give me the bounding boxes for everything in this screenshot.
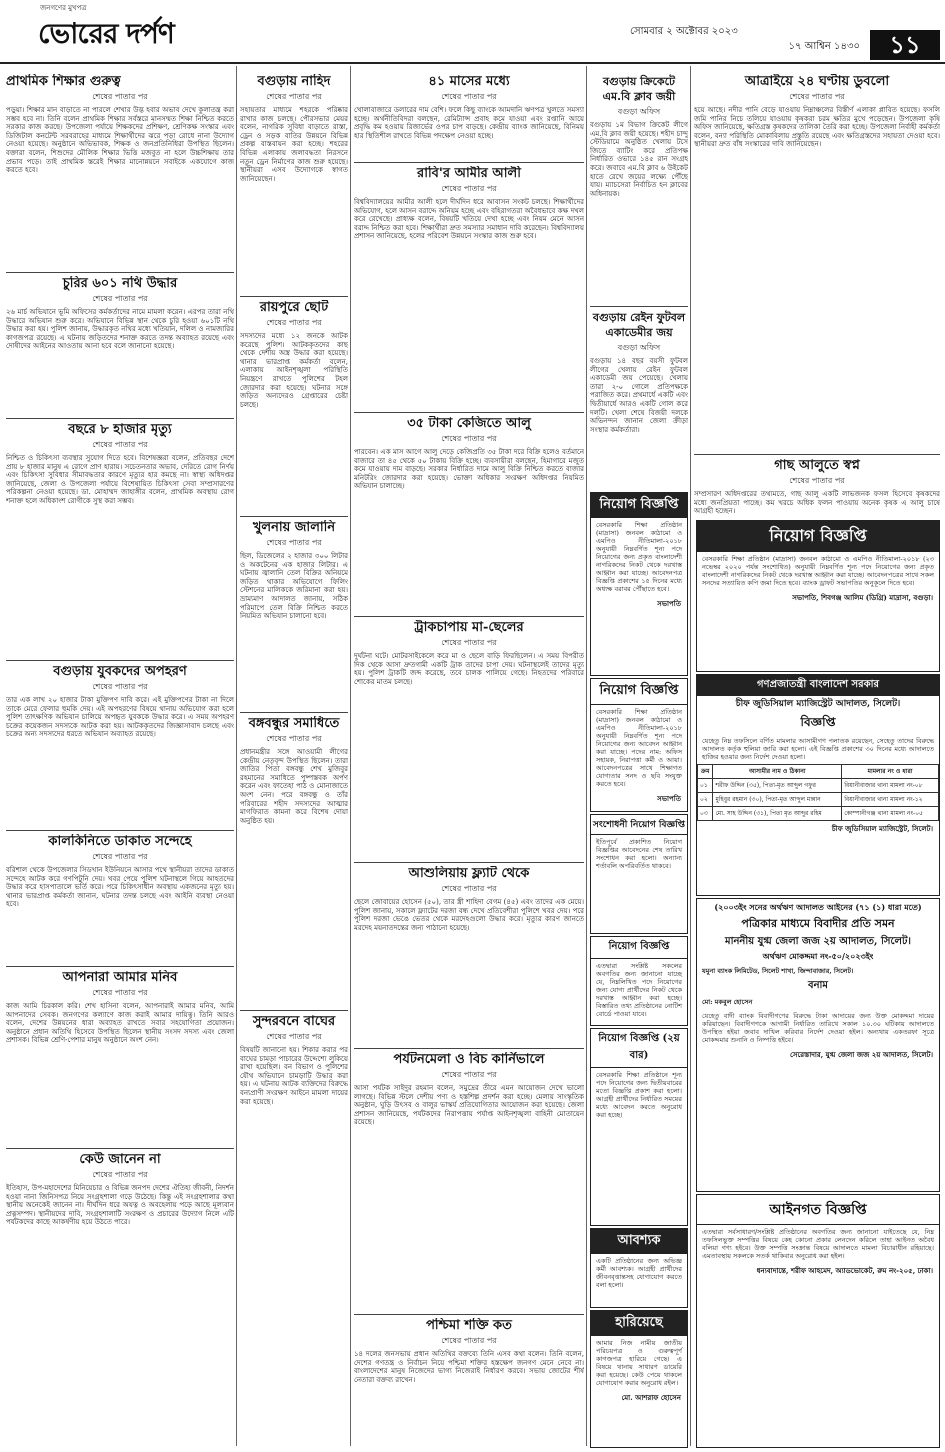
ad-body: যেহেতু নিম্ন তফসিলে বর্ণিত মামলার আসামীগণ পলাতক রয়েছেন, সেহেতু তাদের বিরুদ্ধে আদালত কর্তৃক হুলিয়া জারি করা হলো। এই বিজ্ঞপ্তি প্রকাশের ৩০ দিনের মধ্যে আদালতে হাজির হওয়ার জন্য নির্দেশ দেওয়া হলো।: [702, 737, 934, 761]
article-8000-deaths: [6, 422, 234, 658]
byline: শেষের পাতার পর: [441, 184, 497, 193]
column-divider: [690, 66, 691, 1446]
article-divider: [6, 1148, 234, 1149]
court-office: চীফ জুডিসিয়াল ম্যাজিস্ট্রেট আদালত, সিলেট।: [735, 699, 901, 709]
date-bangla: ১৭ আশ্বিন ১৪৩০: [788, 41, 860, 52]
article-body: নিশ্চিত ও চিকিৎসা ব্যবস্থার সুযোগ দিতে হবে। বিশেষজ্ঞরা বলেন, প্রতিবছর দেশে প্রায় ৮ হাজার মানুষ এ রোগে প্রাণ হারায়। সচেতনতার অভাব, দেরিতে রোগ নির্ণয় এবং চিকিৎসা সুবিধার সীমাবদ্ধতার কারণে মৃত্যুর হার কমছে না। স্বাস্থ্য অধিদপ্তর জানিয়েছে, জেলা ও উপজেলা পর্যায়ে বিশেষায়িত চিকিৎসা সেবা সম্প্রসারণের পরিকল্পনা নেওয়া হয়েছে। ডা. মোহাম্মদ জাহাঙ্গীর বলেন, প্রাথমিক অবস্থায় রোগ শনাক্ত হলে অধিকাংশ রোগীকে সুস্থ করা সম্ভব।: [6, 454, 234, 505]
summon-law-ref: (২০০৩ইং সনের অর্থঋণ আদালত আইনের (৭১ (১) ধারা মতে): [714, 902, 922, 912]
ad-body: যেহেতু বাদী ব্যাংক বিবাদীগণের বিরুদ্ধে টাকা আদায়ের জন্য উক্ত মোকদ্দমা দায়ের করিয়াছেন। বিবাদীগণকে আগামী নির্ধারিত তারিখে সকাল ১০.৩০ ঘটিকায় আদালতে উপস্থিত হইয়া জবাব দাখিল করিবার নির্দেশ দেওয়া হইল। অন্যথায় একতরফা সূত্রে মোকদ্দমার শুনানি ও নিষ্পত্তি হইবে।: [702, 1012, 934, 1044]
headline: রায়পুরে ছোট: [259, 300, 329, 315]
article-body: দুর্ঘটনা ঘটে। মোটরসাইকেলে করে মা ও ছেলে বাড়ি ফিরছিলেন। এ সময় বিপরীত দিক থেকে আসা দ্রুতগামী একটি ট্রাক তাদের চাপা দেয়। ঘটনাস্থলেই তাদের মৃত্যু হয়। পুলিশ ট্রাকটি জব্দ করেছে, তবে চালক পালিয়ে গেছে। নিহতদের পরিবারে শোকের মাতম চলছে।: [354, 652, 584, 686]
headline: বঙ্গবন্ধুর সমাধিতে: [248, 716, 340, 731]
headline: পর্যটনমেলা ও বিচ কার্নিভালে: [393, 1052, 545, 1067]
summon-case-no: অর্থঋণ মোকদ্দমা নং-৫০/২০২৩ইং: [762, 951, 874, 961]
masthead: [0, 0, 945, 64]
article-divider: [240, 1010, 348, 1011]
ad-title: নিয়োগ বিজ্ঞপ্তি: [591, 493, 687, 518]
article-you-are-my-masters: [6, 970, 234, 1146]
table-header-row: [698, 765, 939, 779]
ad-body: এতদ্বারা সর্বসাধারণ/সংশ্লিষ্ট প্রতিষ্ঠানের অবগতির জন্য জানানো যাইতেছে যে, নিম্ন তফসিলভুক্ত সম্পত্তির বিষয়ে কেহ কোনো প্রকার লেনদেন করিলে তাহা আইনত অবৈধ বলিয়া গণ্য হইবে। উক্ত সম্পত্তি সংক্রান্ত বিষয়ে আদালতে মামলা বিচারাধীন রহিয়াছে। এমতাবস্থায় সকলকে সতর্ক থাকিবার অনুরোধ করা হইল।: [702, 1228, 934, 1260]
article-body: ১৪ দলের জনসভায় প্রধান অতিথির বক্তব্যে তিনি এসব কথা বলেন। তিনি বলেন, দেশের গণতন্ত্র ও নির্বাচন নিয়ে পশ্চিমা শক্তির হস্তক্ষেপ জনগণ মেনে নেবে না। বাংলাদেশের মানুষ নিজেদের ভাগ্য নিজেরাই নির্ধারণ করবে। সভায় জোটের শীর্ষ নেতারা বক্তব্য রাখেন।: [354, 1350, 584, 1384]
article-body: সদস্যদের মধ্যে ১২ জনকে আটক করেছে পুলিশ। আটককৃতদের কাছ থেকে দেশীয় অস্ত্র উদ্ধার করা হয়েছে। থানার ভারপ্রাপ্ত কর্মকর্তা বলেন, এলাকায় আইনশৃঙ্খলা পরিস্থিতি নিয়ন্ত্রণে রাখতে পুলিশের টহল জোরদার করা হয়েছে। ঘটনার সঙ্গে জড়িত অন্যদেরও গ্রেপ্তারের চেষ্টা চলছে।: [240, 332, 348, 409]
article-body: ছিল, ডিজেলের ২ হাজার ৩০০ লিটার ও অকটেনের এক হাজার লিটার। এ ঘটনায় জ্বালানি তেল বিক্রির অনিয়মে জড়িত থাকার অভিযোগে ফিলিং স্টেশনের মালিককে জরিমানা করা হয়। ভ্রাম্যমাণ আদালত জানায়, সঠিক পরিমাপে তেল বিক্রি নিশ্চিত করতে নিয়মিত অভিযান চালানো হবে।: [240, 552, 348, 621]
article-body: বরিশাল থেকে উপজেলার সিডখান ইউনিয়নে আসার পথে স্থানীয়রা তাদের ডাকাত সন্দেহে আটক করে গণপিটুনি দেয়। খবর পেয়ে পুলিশ ঘটনাস্থলে গিয়ে আহতদের উদ্ধার করে হাসপাতালে ভর্তি করে। পরে চিকিৎসাধীন অবস্থায় একজনের মৃত্যু হয়। থানার ভারপ্রাপ্ত কর্মকর্তা জানান, ঘটনার তদন্ত চলছে এবং আইনি ব্যবস্থা নেওয়া হবে।: [6, 866, 234, 909]
article-tourism-fair: [354, 1052, 584, 1312]
article-divider: [240, 516, 348, 517]
summon-versus: বনাম: [808, 980, 828, 991]
headline: চুরির ৬০১ নথি উদ্ধার: [62, 276, 178, 291]
table-row: [698, 793, 939, 807]
summon-plaintiff: যমুনা ব্যাংক লিমিটেড, সিলেট শাখা, জিন্দাবাজার, সিলেট।: [702, 967, 854, 975]
byline: শেষের পাতার পর: [92, 92, 148, 101]
table-row: [698, 807, 939, 821]
court-title: বিজ্ঞপ্তি: [800, 715, 836, 729]
article-bangabandhu-tomb: [240, 716, 348, 1008]
ad-signature: ধন্যবাদান্তে, শরীফ আহমেদ, অ্যাডভোকেট, রুম নং-২০৫, ঢাকা।: [756, 1266, 933, 1275]
headline: আপনারা আমার মনিব: [62, 970, 178, 985]
ad-title: নিয়োগ বিজ্ঞপ্তি: [591, 679, 687, 705]
ad-abossok: [590, 1228, 688, 1308]
byline: শেষের পাতার পর: [92, 988, 148, 997]
article-divider: [590, 306, 688, 307]
ad-title: হারিয়েছে: [591, 1311, 687, 1336]
byline: শেষের পাতার পর: [92, 682, 148, 691]
summon-court: মাননীয় যুগ্ম জেলা জজ ২য় আদালত, সিলেট।: [725, 936, 911, 947]
article-body: হয়ে আছে। নদীর পানি বেড়ে যাওয়ায় নিম্নাঞ্চলের বিস্তীর্ণ এলাকা প্লাবিত হয়েছে। ফসলি জমি পানির নিচে তলিয়ে যাওয়ায় কৃষকরা চরম ক্ষতির মুখে পড়েছেন। উপজেলা কৃষি অফিস জানিয়েছে, ক্ষতিগ্রস্ত কৃষকদের তালিকা তৈরি করা হচ্ছে। উপজেলা নির্বাহী কর্মকর্তা বলেন, বন্যা পরিস্থিতি মোকাবিলায় প্রস্তুতি রয়েছে এবং ক্ষতিগ্রস্তদের সহায়তা দেওয়া হবে। স্থানীয়রা দ্রুত বাঁধ সংস্কারের দাবি জানিয়েছেন।: [694, 106, 940, 149]
legal-title: আইনগত বিজ্ঞপ্তি: [697, 1198, 939, 1225]
ad-body: একটি প্রতিষ্ঠানের জন্য অভিজ্ঞ কর্মী আবশ্যক। আগ্রহী প্রার্থীদের জীবনবৃত্তান্তসহ যোগাযোগ করতে বলা হলো।: [596, 1257, 682, 1289]
ad-body: বেসরকারি শিক্ষা প্রতিষ্ঠান (মাদ্রাসা) জনবল কাঠামো ও এমপিও নীতিমালা-২০১৮ অনুযায়ী নিম্নবর্ণিত শূন্য পদে নিয়োগের জন্য প্রকৃত বাংলাদেশী নাগরিকদের নিকট থেকে দরখাস্ত আহ্বান করা যাচ্ছে। আবেদনপত্র বিজ্ঞপ্তি প্রকাশের ১৫ দিনের মধ্যে অধ্যক্ষ বরাবর পৌঁছাতে হবে।: [596, 521, 682, 593]
ad-songshodhoni: [590, 814, 688, 934]
article-raipur: [240, 300, 348, 514]
ad-signature: মো. আশরাফ হোসেন: [621, 1393, 681, 1402]
date-box: [630, 26, 860, 60]
article-divider: [354, 1314, 584, 1315]
article-body: ইতিহাস, উপ-মহাদেশের মিনিয়েচার ও বিভিন্ন জনপদ দেশের ঐতিহ্য জীবনী, নিদর্শন হওয়া নানা জিনিসপত্র নিয়ে সংগ্রহশালা গড়ে উঠেছে। কিন্তু এই সংগ্রহশালার কথা স্থানীয় অনেকেই জানেন না। দীর্ঘদিন ধরে অযত্ন ও অবহেলায় পড়ে আছে মূল্যবান প্রত্নসম্পদ। স্থানীয়দের দাবি, সংগ্রহশালাটি সংরক্ষণ ও প্রচারের উদ্যোগ নিলে এটি পর্যটকদের কাছে আকর্ষণীয় হয়ে উঠতে পারে।: [6, 1184, 234, 1227]
article-body: কাজ আমি চিরকাল করি। শেখ হাসিনা বলেন, আপনারাই আমার মনিব, আমি আপনাদের সেবক। জনগণের কল্যাণে কাজ করাই আমার দায়িত্ব। তিনি আরও বলেন, দেশের উন্নয়নের ধারা অব্যাহত রাখতে সবার সহযোগিতা প্রয়োজন। অনুষ্ঠানে প্রধান অতিথি হিসেবে উপস্থিত ছিলেন স্থানীয় সংসদ সদস্য এবং জেলা প্রশাসক। বিভিন্ন শ্রেণি-পেশার মানুষ অনুষ্ঠানে অংশ নেন।: [6, 1002, 234, 1045]
court-schedule-table: [697, 764, 939, 821]
article-nobody-knows: [6, 1152, 234, 1446]
article-ashulia-flat: [354, 866, 584, 1046]
article-potato-price: [354, 416, 584, 614]
byline: শেষের পাতার পর: [266, 318, 322, 327]
byline: শেষের পাতার পর: [789, 476, 845, 485]
ad-niyog-1: [590, 492, 688, 676]
article-divider: [6, 272, 234, 273]
headline: ৩৫ টাকা কেজিতে আলু: [407, 416, 531, 431]
article-divider: [6, 830, 234, 831]
headline: খুলনায় জালানি: [252, 520, 336, 535]
headline: ট্রাকচাপায় মা-ছেলের: [414, 620, 524, 635]
article-bogura-kidnap: [6, 664, 234, 828]
ad-niyog-3: [590, 936, 688, 1026]
byline: শেষের পাতার পর: [266, 538, 322, 547]
article-body: পারবেন। এক মাস আগে আলু দেড়ে কেজিপ্রতি ৩৫ টাকা দরে বিক্রি হলেও বর্তমানে বাজারে তা ৪৫ থেকে ৫০ টাকায় বিক্রি হচ্ছে। ব্যবসায়ীরা বলছেন, হিমাগারে মজুত কমে যাওয়ায় দাম বাড়ছে। সরকার নির্ধারিত দামে আলু বিক্রি নিশ্চিত করতে বাজার মনিটরিং জোরদার করা হয়েছে। ভোক্তা অধিকার সংরক্ষণ অধিদপ্তর নিয়মিত অভিযান চালাচ্ছে।: [354, 448, 584, 491]
ad-body: বেসরকারি শিক্ষা প্রতিষ্ঠানে শূন্য পদে নিয়োগের জন্য দ্বিতীয়বারের মতো বিজ্ঞপ্তি প্রকাশ করা হলো। আগ্রহী প্রার্থীদের নির্ধারিত সময়ের মধ্যে আবেদন করতে অনুরোধ করা হচ্ছে।: [596, 1071, 682, 1119]
article-body: খোলাবাজারে ডলারের দাম বেশি। ফলে কিছু ব্যাংকে আমদানি ঋণপত্র খুলতে সমস্যা হচ্ছে। অর্থনীতিবিদরা বলছেন, রেমিট্যান্স প্রবাহ কমে যাওয়া এবং রপ্তানি আয়ে প্রবৃদ্ধি কম হওয়ায় রিজার্ভের ওপর চাপ বাড়ছে। কেন্দ্রীয় ব্যাংক জানিয়েছে, বিনিময় হার স্থিতিশীল রাখতে বিভিন্ন পদক্ষেপ নেওয়া হচ্ছে।: [354, 106, 584, 140]
article-body: ২৬ মার্চ অভিযানে ভূমি অফিসের কর্মকর্তাদের নামে মামলা করেন। এরপর তারা নথি উদ্ধারে অভিযান শুরু করে। অভিযানে বিভিন্ন স্থান থেকে চুরি হওয়া ৬০১টি নথি উদ্ধার করা হয়। পুলিশ জানায়, উদ্ধারকৃত নথির মধ্যে খতিয়ান, দলিল ও নামজারির কাগজপত্র রয়েছে। এ ঘটনায় জড়িতদের শনাক্ত করতে তদন্ত অব্যাহত রয়েছে এবং দোষীদের আইনের আওতায় আনা হবে বলে জানানো হয়েছে।: [6, 308, 234, 351]
ad-title: আবশ্যক: [591, 1229, 687, 1254]
byline: শেষের পাতার পর: [92, 1170, 148, 1179]
article-body: সম্প্রসারণ অধিদপ্তরের তথ্যমতে, গাছ আলু একটি লাভজনক ফসল হিসেবে কৃষকদের মধ্যে জনপ্রিয়তা পাচ্ছে। কম খরচে অধিক ফলন পাওয়ায় অনেক কৃষক এ আলু চাষে আগ্রহী হচ্ছেন।: [694, 490, 940, 516]
ad-niyog-2nd: [590, 1028, 688, 1226]
table-cell: মুহিবুর রহমান (৩০), পিতা-মৃত আব্দুল মান্নান: [713, 793, 842, 807]
article-divider: [354, 616, 584, 617]
ad-signature: সেরেস্তাদার, যুগ্ম জেলা জজ ২য় আদালত, সিলেট।: [790, 1050, 933, 1059]
headline: গাছ আলুতে স্বপ্ন: [774, 458, 860, 473]
article-body: তার এক লাখ ২০ হাজার টাকা মুক্তিপণ দাবি করে। এই মুক্তিপণের টাকা না দিলে তাকে মেরে ফেলার হুমকি দেয়। এই অপহরণের বিষয়ে থানায় অভিযোগ করা হলে পুলিশ তাৎক্ষণিক অভিযান চালিয়ে অপহৃত যুবককে উদ্ধার করে। এ সময় অপহরণ চক্রের কয়েকজন সদস্যকে আটক করা হয়। আটককৃতদের জিজ্ঞাসাবাদ চলছে এবং চক্রের অন্য সদস্যদের ধরতে অভিযান অব্যাহত রয়েছে।: [6, 696, 234, 739]
table-header-cell: ক্রম: [698, 765, 713, 779]
byline: বগুড়া অফিস: [617, 107, 661, 116]
article-bogura-nahid: [240, 74, 348, 294]
byline: শেষের পাতার পর: [441, 434, 497, 443]
ad-court-notice: [696, 674, 940, 896]
table-cell: বিয়ানীবাজার থানা মামলা নং-০৮: [842, 779, 939, 793]
byline: শেষের পাতার পর: [92, 852, 148, 861]
article-divider: [354, 162, 584, 163]
headline: বগুড়ায় নাহিদ: [257, 74, 331, 89]
article-body: পড়ুয়া। শিক্ষার মান বাড়াতে না পারলে শেখার উদ্ভ হবার অভাব দেখে কুলাতন্ত্র করা সম্ভব হবে না। তিনি বলেন প্রাথমিক শিক্ষার সর্বস্তরে মানসম্মত শিক্ষা নিশ্চিত করতে সরকার কাজ করছে। উপজেলা পর্যায়ে শিক্ষকদের প্রশিক্ষণ, শ্রেণিকক্ষ সংস্কার এবং ডিজিটাল কনটেন্ট সরবরাহের মাধ্যমে শিক্ষার্থীদের ঝরে পড়া রোধে নানা উদ্যোগ নেওয়া হয়েছে। অনুষ্ঠানে অভিভাবক, শিক্ষক ও জনপ্রতিনিধিরা উপস্থিত ছিলেন। বক্তারা বলেন, শিশুদের মৌলিক শিক্ষার ভিত্তি মজবুত না হলে উচ্চশিক্ষায় তার প্রভাব পড়ে। তাই প্রাথমিক স্তরেই শিক্ষার মানোন্নয়নে সবাইকে একযোগে কাজ করতে হবে।: [6, 106, 234, 175]
ad-title: নিয়োগ বিজ্ঞপ্তি: [697, 521, 939, 552]
ad-body: এতদ্বারা সংশ্লিষ্ট সকলের অবগতির জন্য জানানো যাচ্ছে যে, নিম্নলিখিত পদে নিয়োগের জন্য যোগ্য প্রার্থীদের নিকট থেকে দরখাস্ত আহ্বান করা হচ্ছে। বিস্তারিত তথ্য প্রতিষ্ঠানের নোটিশ বোর্ডে পাওয়া যাবে।: [596, 962, 682, 1018]
headline: বছরে ৮ হাজার মৃত্যু: [68, 422, 172, 437]
article-bogura-cricket: [590, 74, 688, 304]
article-divider: [354, 1048, 584, 1049]
article-atrai-flood: [694, 74, 940, 450]
column-divider: [236, 66, 237, 1446]
ad-title: সংশোধনী নিয়োগ বিজ্ঞপ্তি: [591, 815, 687, 835]
article-khulna-fuel: [240, 520, 348, 710]
ad-title: নিয়োগ বিজ্ঞপ্তি: [591, 937, 687, 959]
headline: পশ্চিমা শক্তি কত: [426, 1318, 512, 1333]
byline: শেষের পাতার পর: [441, 638, 497, 647]
summon-title: পত্রিকার মাধ্যমে বিবাদীর প্রতি সমন: [741, 917, 895, 930]
headline: ৪১ মাসের মধ্যে: [428, 74, 510, 89]
byline: শেষের পাতার পর: [266, 92, 322, 101]
headline: কালকিনিতে ডাকাত সন্দেহে: [48, 834, 192, 849]
ad-signature: চীফ জুডিসিয়াল ম্যাজিস্ট্রেট, সিলেট।: [831, 824, 933, 833]
article-primary-education: [6, 74, 234, 270]
article-divider: [694, 454, 940, 455]
table-cell: মো. সাহ উদ্দিন (৩১), পিতা মৃত আব্দুর রহিম: [713, 807, 842, 821]
article-divider: [354, 412, 584, 413]
court-header: গণপ্রজাতন্ত্রী বাংলাদেশ সরকার: [697, 675, 939, 696]
article-body: বিশ্ববিদ্যালয়ের আমীর আলী হলে দীর্ঘদিন ধরে আবাসন সংকট চলছে। শিক্ষার্থীদের অভিযোগ, হলে আসন বরাদ্দে অনিয়ম হচ্ছে এবং বহিরাগতরা অবৈধভাবে কক্ষ দখল করে রেখেছে। প্রাধ্যক্ষ বলেন, বিষয়টি খতিয়ে দেখা হচ্ছে এবং নিয়ম মেনে আসন বরাদ্দ নিশ্চিত করা হবে। শিক্ষার্থীরা দ্রুত সমস্যার সমাধান দাবি করেছেন। বিশ্ববিদ্যালয় প্রশাসন জানিয়েছে, হলের পরিবেশ উন্নয়নে সংস্কার কাজ শুরু হবে।: [354, 198, 584, 241]
table-row: [698, 779, 939, 793]
headline: কেউ জানেন না: [79, 1152, 161, 1167]
article-sundarbans-tiger: [240, 1014, 348, 1446]
column-divider: [586, 66, 587, 1446]
article-truck-accident: [354, 620, 584, 860]
article-divider: [354, 862, 584, 863]
article-41-months: [354, 74, 584, 160]
article-kalkini: [6, 834, 234, 964]
byline: শেষের পাতার পর: [441, 1336, 497, 1345]
ad-signature: সভাপতি: [657, 599, 681, 608]
article-body: বগুড়ায় ১৪ বছর বয়সী ফুটবল লীগের খেলায় রেইন ফুটবল একাডেমী জয় পেয়েছে। খেলায় তারা ২-০ গোলে প্রতিপক্ষকে পরাজিত করে। প্রথমার্ধে একটি এবং দ্বিতীয়ার্ধে আরও একটি গোল করে দলটি। খেলা শেষে বিজয়ী দলকে অভিনন্দন জানান জেলা ক্রীড়া সংস্থার কর্মকর্তারা।: [590, 357, 688, 434]
article-divider: [240, 712, 348, 713]
article-divider: [6, 418, 234, 419]
headline: প্রাথমিক শিক্ষার গুরুত্ব: [6, 74, 121, 89]
newspaper-logo: ভোরের দর্পণ: [38, 17, 174, 50]
ad-hariyeche: [590, 1310, 688, 1448]
headline: বগুড়ায় যুবকদের অপহরণ: [53, 664, 187, 679]
ad-right-niyog: [696, 520, 940, 672]
byline: শেষের পাতার পর: [266, 734, 322, 743]
ad-summons: [696, 898, 940, 1192]
byline: শেষের পাতার পর: [266, 1032, 322, 1041]
article-stolen-files: [6, 276, 234, 416]
ad-body: বেসরকারি শিক্ষা প্রতিষ্ঠান (মাদ্রাসা) জনবল কাঠামো ও এমপিও নীতিমালা-২০১৮ অনুযায়ী নিম্নবর্ণিত শূন্য পদে নিয়োগের জন্য আবেদন আহ্বান করা যাচ্ছে। পদের নাম: অফিস সহায়ক, নিরাপত্তা কর্মী ও আয়া। আবেদনপত্রের সাথে শিক্ষাগত যোগ্যতার সনদ ও ছবি সংযুক্ত করতে হবে।: [596, 708, 682, 788]
byline: শেষের পাতার পর: [441, 1070, 497, 1079]
table-cell: বিয়ানীবাজার থানা মামলা নং-১২: [842, 793, 939, 807]
article-divider: [6, 966, 234, 967]
article-body: ছেলে জোবায়ের হোসেন (৫০), তার স্ত্রী শাহিদা বেগম (৪৫) এবং তাদের এক মেয়ে। পুলিশ জানায়, সকালে ফ্ল্যাটের দরজা বন্ধ দেখে প্রতিবেশীরা পুলিশে খবর দেয়। পরে পুলিশ দরজা ভেঙে ভেতর থেকে মরদেহগুলো উদ্ধার করে। মৃত্যুর কারণ জানতে মরদেহ ময়নাতদন্তের জন্য পাঠানো হয়েছে।: [354, 898, 584, 932]
table-header-cell: মামলার নং ও ধারা: [842, 765, 939, 779]
article-body: প্রধানমন্ত্রীর সঙ্গে আওয়ামী লীগের কেন্দ্রীয় নেতৃবৃন্দ উপস্থিত ছিলেন। তারা জাতির পিতা বঙ্গবন্ধু শেখ মুজিবুর রহমানের সমাধিতে পুষ্পস্তবক অর্পণ করেন এবং ফাতেহা পাঠ ও মোনাজাতে অংশ নেন। পরে বঙ্গবন্ধু ও তাঁর পরিবারের শহীদ সদস্যদের আত্মার মাগফিরাত কামনা করে বিশেষ দোয়া অনুষ্ঠিত হয়।: [240, 748, 348, 825]
ad-legal-notice: [696, 1194, 940, 1448]
table-cell: ০২: [698, 793, 713, 807]
headline: আশুলিয়ায় ফ্ল্যাট থেকে: [408, 866, 530, 881]
headline: সুন্দরবনে বাঘের: [252, 1014, 336, 1029]
table-header-cell: আসামীর নাম ও ঠিকানা: [713, 765, 842, 779]
ad-niyog-2: [590, 678, 688, 812]
ad-signature: সভাপতি: [657, 794, 681, 803]
ad-body: ইতিপূর্বে প্রকাশিত নিয়োগ বিজ্ঞপ্তির আবেদনের শেষ তারিখ সংশোধন করা হলো। অন্যান্য শর্তাবলি অপরিবর্তিত থাকবে।: [596, 838, 682, 870]
byline: বগুড়া অফিস: [617, 343, 661, 352]
article-bogura-football: [590, 310, 688, 488]
masthead-tagline: জনগণের মুখপত্র: [40, 4, 87, 12]
article-body: আসা পর্যটক সাইদুর রহমান বলেন, সমুদ্রের তীরে এমন আয়োজন দেখে ভালো লাগছে। বিভিন্ন স্টলে দেশীয় পণ্য ও হস্তশিল্প প্রদর্শন করা হচ্ছে। মেলায় সাংস্কৃতিক অনুষ্ঠান, ঘুড়ি উৎসব ও বালুর ভাস্কর্য প্রতিযোগিতার আয়োজন করা হয়েছে। জেলা প্রশাসন জানিয়েছে, পর্যটকদের নিরাপত্তায় পর্যাপ্ত আইনশৃঙ্খলা বাহিনী মোতায়েন রয়েছে।: [354, 1084, 584, 1127]
summon-defendant: মো: মকবুল হোসেন: [702, 998, 753, 1006]
byline: শেষের পাতার পর: [441, 92, 497, 101]
ad-title: নিয়োগ বিজ্ঞপ্তি (২য় বার): [591, 1029, 687, 1068]
article-body: সহায়তার মাধ্যমে শহরকে পরিষ্কার রাখার কাজ চলছে। পৌরসভার মেয়র বলেন, নাগরিক সুবিধা বাড়াতে রাস্তা, ড্রেন ও সড়ক বাতির উন্নয়নে বিভিন্ন প্রকল্প বাস্তবায়ন করা হচ্ছে। শহরের বিভিন্ন এলাকায় জলাবদ্ধতা নিরসনে নতুন ড্রেন নির্মাণের কাজ শুরু হয়েছে। স্থানীয়রা এসব উদ্যোগকে স্বাগত জানিয়েছেন।: [240, 106, 348, 183]
ad-signature: সভাপতি, শিবগঞ্জ আলিম (ডিগ্রি) মাদ্রাসা, বগুড়া।: [792, 593, 933, 602]
column-divider: [350, 66, 351, 1446]
headline: বগুড়ায় রেইন ফুটবল একাডেমীর জয়: [592, 311, 686, 339]
article-body: বগুড়ায় ১ম বিভাগ ক্রিকেট লীগে এম.বি ক্লাব জয়ী হয়েছে। শহীদ চান্দু স্টেডিয়ামে অনুষ্ঠিত খেলায় টসে জিতে ব্যাটিং করে প্রতিপক্ষ নির্ধারিত ওভারে ১৪৫ রান সংগ্রহ করে। জবাবে এম.বি ক্লাব ৬ উইকেট হাতে রেখে জয়ের লক্ষ্যে পৌঁছে যায়। ম্যাচসেরা নির্বাচিত হন ক্লাবের অধিনায়ক।: [590, 121, 688, 198]
table-cell: কোম্পানীগঞ্জ থানা মামলা নং-০৫: [842, 807, 939, 821]
article-divider: [6, 660, 234, 661]
headline: বগুড়ায় ক্রিকেটে এম.বি ক্লাব জয়ী: [602, 75, 676, 103]
headline: আত্রাইয়ে ২৪ ঘণ্টায় ডুবলো: [744, 74, 890, 89]
article-rabi-amir-ali: [354, 166, 584, 410]
page-number: ১১: [870, 30, 940, 60]
byline: শেষের পাতার পর: [441, 884, 497, 893]
byline: শেষের পাতার পর: [92, 440, 148, 449]
date-gregorian: সোমবার ২ অক্টোবর ২০২৩: [630, 26, 738, 37]
table-cell: ০৩: [698, 807, 713, 821]
headline: রাবি'র আমীর আলী: [417, 166, 521, 181]
byline: শেষের পাতার পর: [789, 92, 845, 101]
ad-body: আমার নিজ নামীয় জাতীয় পরিচয়পত্র ও গুরুত্বপূর্ণ কাগজপত্র হারিয়ে গেছে। এ বিষয়ে থানায় সাধারণ ডায়েরি করা হয়েছে। কেউ পেয়ে থাকলে যোগাযোগ করার অনুরোধ রইল।: [596, 1339, 682, 1387]
article-western-powers: [354, 1318, 584, 1446]
byline: শেষের পাতার পর: [92, 294, 148, 303]
article-divider: [240, 296, 348, 297]
table-cell: ০১: [698, 779, 713, 793]
article-body: বিষয়টি জানানো হয়। শিকার করার পর বাঘের চামড়া পাচারের উদ্দেশ্যে লুকিয়ে রাখা হয়েছিল। বন বিভাগ ও পুলিশের যৌথ অভিযানে চামড়াটি উদ্ধার করা হয়। এ ঘটনায় আটক ব্যক্তিদের বিরুদ্ধে বন্যপ্রাণী সংরক্ষণ আইনে মামলা দায়ের করা হয়েছে।: [240, 1046, 348, 1106]
table-cell: শরীফ উদ্দিন (৩৫), পিতা-মৃত আব্দুল গফুর: [713, 779, 842, 793]
ad-body: বেসরকারি শিক্ষা প্রতিষ্ঠান (মাদ্রাসা) জনবল কাঠামো ও এমপিও নীতিমালা-২০১৮ (২৩ নভেম্বর ২০২০ পর্যন্ত সংশোধিত) অনুযায়ী নিম্নবর্ণিত শূন্য পদে নিয়োগের জন্য প্রকৃত বাংলাদেশী নাগরিকদের নিকট থেকে দরখাস্ত আহ্বান করা যাচ্ছে। আবেদনপত্রের সাথে সকল সনদের সত্যায়িত কপি জমা দিতে হবে। ব্যাংক ড্রাফট সভাপতির অনুকূলে দিতে হবে।: [702, 555, 934, 587]
article-tree-potato: [694, 458, 940, 516]
